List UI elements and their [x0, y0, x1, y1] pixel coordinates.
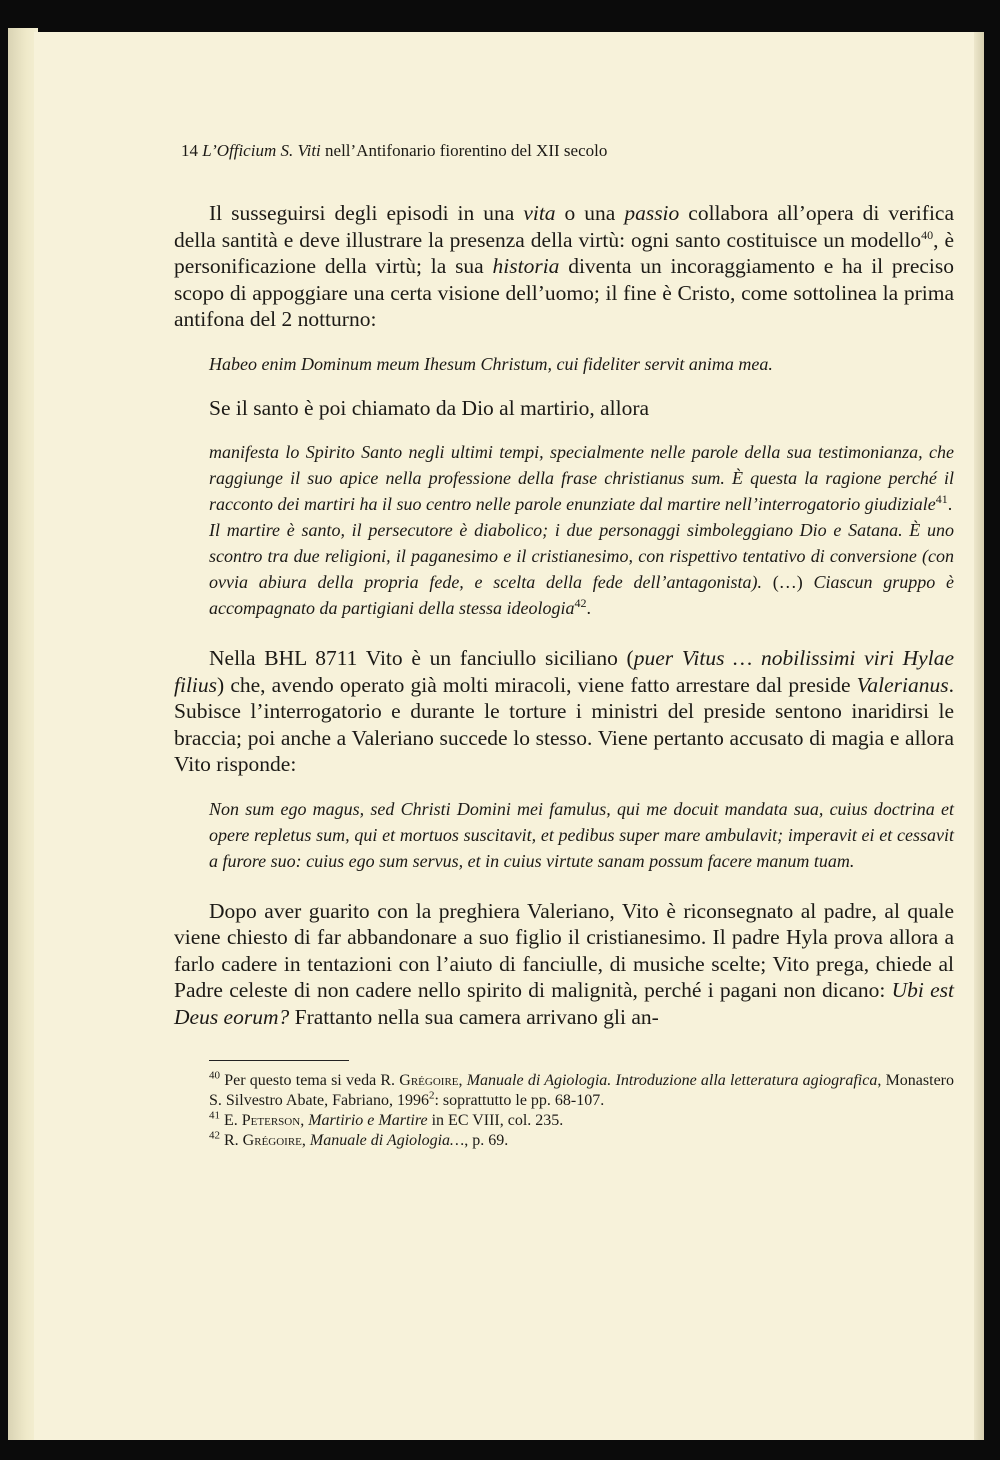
paragraph-3: Nella BHL 8711 Vito è un fanciullo siciliano (puer Vitus … nobilissimi viri Hylae filius) che, avendo operato già molti miracoli, viene fatto arrestare dal preside Valerianus. Subisce l’interrogatorio e durante le torture i ministri del preside sentono inaridirsi le braccia; poi anche a Valeriano succede lo stesso. Viene pertanto accusato di magia e allora Vito risponde:: [174, 646, 954, 776]
running-head-title: nell’Antifonario fiorentino del XII secolo: [320, 141, 608, 160]
footnote-divider: [209, 1060, 349, 1061]
footnote-42: $^{42}$ R. Grégoire, Manuale di Agiologia…, p. 69.: [209, 1129, 509, 1149]
paragraph-2: Se il santo è poi chiamato da Dio al martirio, allora: [209, 395, 650, 420]
quote-antiphon: Habeo enim Dominum meum Ihesum Christum, cui fideliter servit anima mea.: [209, 353, 773, 374]
footnote-41: $^{41}$ E. Peterson, Martirio e Martire in EC VIII, col. 235.: [209, 1109, 564, 1129]
footnote-ref-40[interactable]: 40: [921, 227, 934, 242]
footnote-ref-41[interactable]: 41: [935, 492, 948, 506]
paragraph-1: Il susseguirsi degli episodi in una vita o una passio collabora all’opera di verifica della santità e deve illustrare la presenza della virtù: ogni santo costituisce un modello$^{40}$, è personificazione della virtù; la sua historia diventa un incoraggiamento e ha il preciso scopo di appoggiare una certa visione dell’uomo; il fine è Cristo, come sottolinea la prima antifona del 2 notturno:: [174, 201, 955, 331]
book-page: [34, 32, 974, 1440]
quote-martyr-2: Il martire è santo, il persecutore è diabolico; i due personaggi simboleggiano Dio e Satana. È uno scontro tra due religioni, il paganesimo e il cristianesimo, con rispettivo tentativo di conversione (con ovvia abiura della propria fede, e scelta della fede dell’antagonista). (…) Ciascun gruppo è accompagnato da partigiani della stessa ideologia$^{42}$.: [209, 520, 954, 618]
running-head: [181, 140, 954, 162]
quote-martyr-1: manifesta lo Spirito Santo negli ultimi tempi, specialmente nelle parole della sua testimonianza, che raggiunge il suo apice nella professione della frase christianus sum. È questa la ragione perché il racconto dei martiri ha il suo centro nelle parole enunziate dal martire nell’interrogatorio giudiziale$^{41}$.: [209, 442, 954, 514]
page-content: [174, 140, 954, 1151]
footnote-40: $^{40}$ Per questo tema si veda R. Grégoire, Manuale di Agiologia. Introduzione alla letteratura agiografica, Monastero S. Silvestro Abate, Fabriano, 1996$^2$: soprattutto le pp. 68-107.: [209, 1069, 954, 1109]
page-number: 14: [181, 141, 198, 160]
paragraph-4: Dopo aver guarito con la preghiera Valeriano, Vito è riconsegnato al padre, al quale viene chiesto di far abbandonare a suo figlio il cristianesimo. Il padre Hyla prova allora a farlo cadere in tentazioni con l’aiuto di fanciulle, di musiche scelte; Vito prega, chiede al Padre celeste di non cadere nello spirito di malignità, perché i pagani non dicano: Ubi est Deus eorum? Frattanto nella sua camera arrivano gli an-: [174, 898, 954, 1029]
quote-vitus-reply: Non sum ego magus, sed Christi Domini mei famulus, qui me docuit mandata sua, cuius doctrina et opere repletus sum, qui et mortuos suscitavit, et pedibus super mare ambulavit; imperavit ei et cessavit a furore suo: cuius ego sum servus, et in cuius virtute sanam possum facere manum tuam.: [209, 798, 954, 871]
footnote-ref-42[interactable]: 42: [574, 596, 587, 610]
running-head-title-italic: L’Officium S. Viti: [202, 141, 321, 160]
